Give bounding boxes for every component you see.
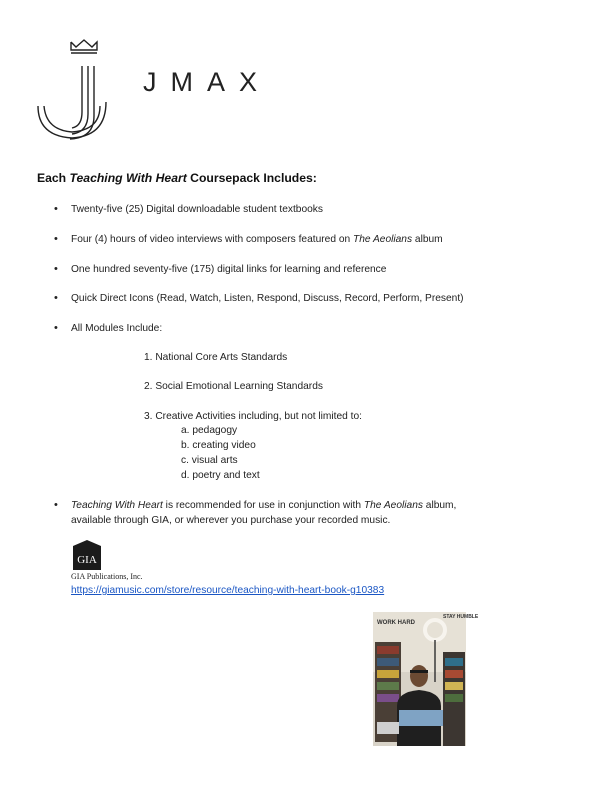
bullet-text: One hundred seventy-five (175) digital links for learning and reference: [71, 264, 387, 275]
activity-item: c. visual arts: [181, 455, 238, 466]
recommendation-line-2: available through GIA, or wherever you purchase your recorded music.: [71, 515, 391, 526]
brand-name: JMAX: [143, 67, 272, 97]
module-item: 2. Social Emotional Learning Standards: [144, 381, 323, 392]
heading-prefix: Each: [37, 171, 70, 185]
gia-logo-text: GIA: [77, 554, 97, 566]
bullet-text: All Modules Include:: [71, 323, 163, 334]
gia-store-link[interactable]: https://giamusic.com/store/resource/teaching-with-heart-book-g10383: [71, 585, 385, 596]
photo-sign-left: WORK HARD: [377, 620, 415, 626]
page-heading: [37, 171, 317, 185]
jmax-logo-icon: [34, 36, 110, 140]
bullet-icon: •: [54, 499, 58, 511]
heading-title: Teaching With Heart: [69, 171, 187, 185]
recommendation-line-1: Teaching With Heart is recommended for use in conjunction with The Aeolians album,: [71, 500, 457, 511]
activity-item: a. pedagogy: [181, 425, 238, 436]
bullet-icon: •: [54, 322, 58, 334]
gia-logo-icon: [71, 540, 103, 570]
bullet-text: Quick Direct Icons (Read, Watch, Listen, Respond, Discuss, Record, Perform, Present): [71, 293, 464, 304]
bullet-icon: •: [54, 233, 58, 245]
module-item: 3. Creative Activities including, but not limited to:: [144, 411, 363, 422]
module-item: 1. National Core Arts Standards: [144, 352, 288, 363]
bullet-icon: •: [54, 203, 58, 215]
gia-caption: GIA Publications, Inc.: [71, 572, 143, 581]
photo-sign-right: STAY HUMBLE: [443, 614, 479, 620]
heading-suffix: Coursepack Includes:: [186, 171, 317, 185]
person-reading-photo: [373, 612, 479, 746]
bullet-icon: •: [54, 292, 58, 304]
bullet-icon: •: [54, 263, 58, 275]
activity-item: b. creating video: [181, 440, 256, 451]
bullet-text: Twenty-five (25) Digital downloadable student textbooks: [71, 204, 323, 215]
bullet-text: Four (4) hours of video interviews with composers featured on The Aeolians album: [71, 234, 443, 245]
activity-item: d. poetry and text: [181, 470, 260, 481]
